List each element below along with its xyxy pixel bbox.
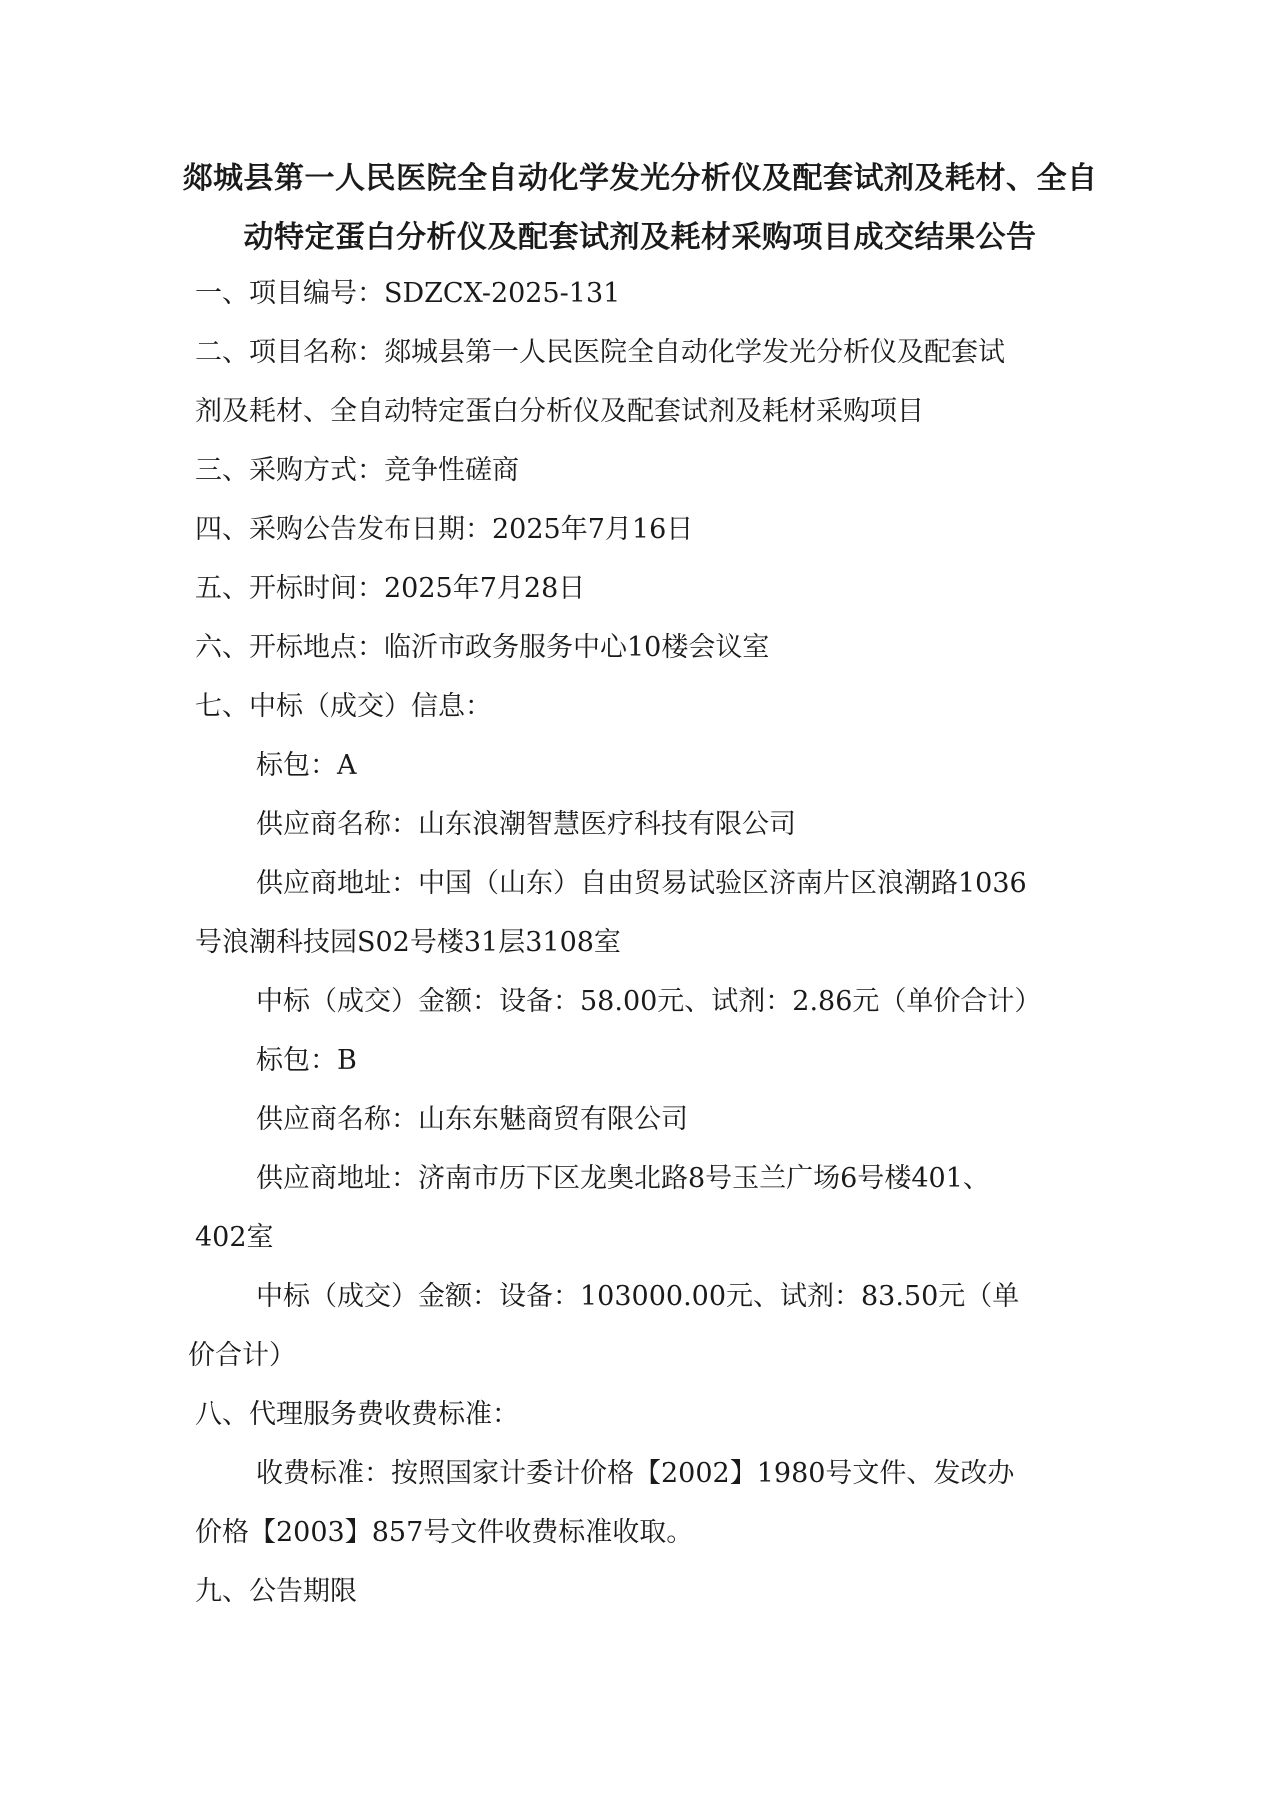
lot-b-supplier-name: 供应商名称：山东东魅商贸有限公司 — [256, 1104, 688, 1135]
announcement-date: 四、采购公告发布日期：2025年7月16日 — [195, 514, 694, 545]
fees-standard-line-1: 收费标准：按照国家计委计价格【2002】1980号文件、发改办 — [256, 1458, 1015, 1489]
project-number: 一、项目编号：SDZCX-2025-131 — [195, 278, 621, 309]
notice-period-heading: 九、公告期限 — [195, 1576, 357, 1607]
lot-b-supplier-address-line-2: 402室 — [195, 1222, 274, 1253]
lot-b-award-amount-line-2: 价合计） — [188, 1340, 296, 1371]
fees-standard-line-2: 价格【2003】857号文件收费标准收取。 — [195, 1517, 694, 1548]
fees-heading: 八、代理服务费收费标准： — [195, 1399, 519, 1430]
lot-a-label: 标包：A — [256, 750, 357, 781]
lot-b-label: 标包：B — [256, 1045, 357, 1076]
project-name-line-2: 剂及耗材、全自动特定蛋白分析仪及配套试剂及耗材采购项目 — [195, 396, 924, 427]
bid-opening-place: 六、开标地点：临沂市政务服务中心10楼会议室 — [195, 632, 770, 663]
bid-opening-time: 五、开标时间：2025年7月28日 — [195, 573, 586, 604]
project-name-line-1: 二、项目名称：郯城县第一人民医院全自动化学发光分析仪及配套试 — [195, 337, 1005, 368]
lot-a-supplier-name: 供应商名称：山东浪潮智慧医疗科技有限公司 — [256, 809, 796, 840]
lot-b-supplier-address-line-1: 供应商地址：济南市历下区龙奥北路8号玉兰广场6号楼401、 — [256, 1163, 990, 1194]
award-info-heading: 七、中标（成交）信息： — [195, 691, 492, 722]
lot-a-supplier-address-line-1: 供应商地址：中国（山东）自由贸易试验区济南片区浪潮路1036 — [256, 868, 1027, 899]
document-title-line-2: 动特定蛋白分析仪及配套试剂及耗材采购项目成交结果公告 — [243, 220, 1037, 255]
lot-a-award-amount: 中标（成交）金额：设备：58.00元、试剂：2.86元（单价合计） — [256, 986, 1042, 1017]
lot-a-supplier-address-line-2: 号浪潮科技园S02号楼31层3108室 — [195, 927, 621, 958]
lot-b-award-amount-line-1: 中标（成交）金额：设备：103000.00元、试剂：83.50元（单 — [256, 1281, 1020, 1312]
procurement-method: 三、采购方式：竞争性磋商 — [195, 455, 519, 486]
document-title-line-1: 郯城县第一人民医院全自动化学发光分析仪及配套试剂及耗材、全自 — [182, 161, 1098, 196]
